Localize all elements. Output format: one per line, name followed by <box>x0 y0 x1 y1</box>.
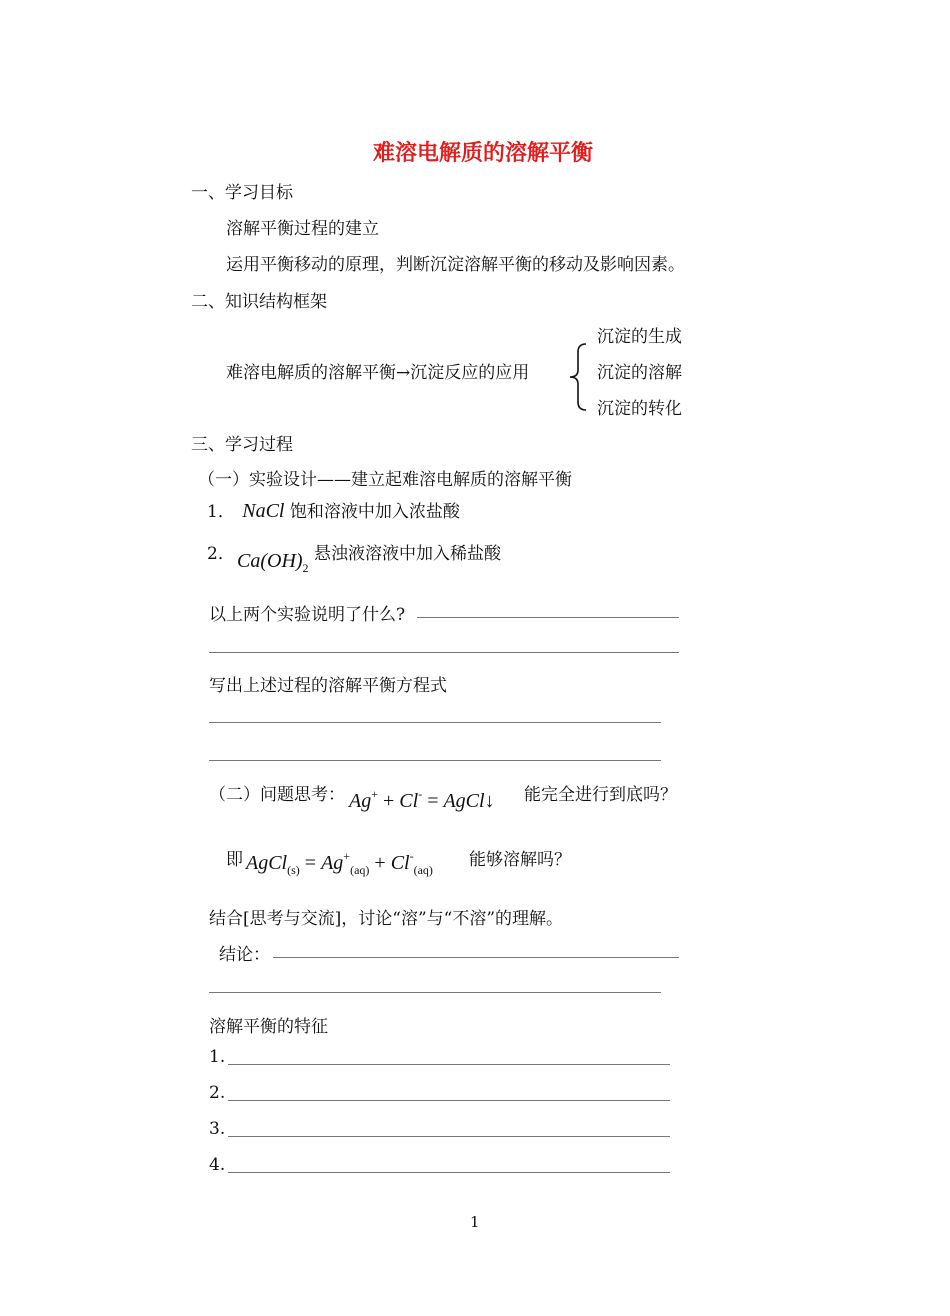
eq1-plus-charge: + <box>371 787 378 801</box>
eq2-minus-charge: - <box>409 849 414 863</box>
eq2-equals: = <box>299 852 322 874</box>
eq1-plus: + <box>378 790 400 812</box>
caoh2-main: Ca(OH) <box>237 550 303 572</box>
eq2-question: 能够溶解吗？ <box>469 850 571 870</box>
feature-number-1: 1. <box>209 1047 226 1067</box>
eq1-precipitate-arrow: ↓ <box>484 790 495 812</box>
conclusion-label: 结论： <box>219 945 270 965</box>
feature-number-3: 3. <box>209 1119 226 1139</box>
feature-number-4: 4. <box>209 1155 226 1175</box>
brace-icon <box>566 342 590 412</box>
page-number: 1 <box>470 1213 480 1231</box>
eq1-formula <box>349 787 495 812</box>
eq1-equals: = <box>422 790 444 812</box>
answer-line[interactable] <box>209 992 661 993</box>
eq1-agcl: AgCl <box>443 790 485 812</box>
caoh2-subscript: 2 <box>302 561 309 575</box>
eq2-ag: Ag <box>321 852 344 874</box>
discussion-prompt: 结合[思考与交流]，讨论“溶”与“不溶”的理解。 <box>209 909 564 929</box>
eq2-cl: Cl <box>390 852 410 874</box>
features-heading: 溶解平衡的特征 <box>209 1017 328 1037</box>
part2-heading: （二）问题思考： <box>209 785 345 805</box>
equation-1 <box>349 787 495 813</box>
equation-2 <box>246 849 433 877</box>
nacl-formula: NaCl <box>242 500 285 522</box>
eq2-prefix: 即 <box>226 850 243 870</box>
framework-flow: 难溶电解质的溶解平衡→沉淀反应的应用 <box>226 363 530 383</box>
experiment-2 <box>237 539 501 575</box>
part1-heading: （一）实验设计——建立起难溶电解质的溶解平衡 <box>198 470 572 490</box>
answer-line[interactable] <box>209 652 679 653</box>
experiment-1 <box>207 497 460 523</box>
experiment-1-text: 饱和溶液中加入浓盐酸 <box>289 502 460 522</box>
answer-line[interactable] <box>228 1064 670 1065</box>
eq2-plus-charge: + <box>343 849 351 863</box>
answer-line[interactable] <box>273 957 679 958</box>
eq2-aq-state-2: (aq) <box>413 863 433 877</box>
experiment-1-number: 1． <box>207 502 235 522</box>
answer-line[interactable] <box>209 760 661 761</box>
eq1-minus-charge: - <box>418 787 423 801</box>
eq1-question: 能完全进行到底吗？ <box>524 785 677 805</box>
eq2-plus: + <box>369 852 391 874</box>
experiment-2-number: 2． <box>207 544 235 564</box>
answer-line[interactable] <box>228 1100 670 1101</box>
eq2-aq-state-1: (aq) <box>350 863 370 877</box>
section-heading-3: 三、学习过程 <box>191 435 293 455</box>
answer-line[interactable] <box>209 722 661 723</box>
framework-branch-2: 沉淀的溶解 <box>597 363 682 383</box>
caoh2-formula <box>237 550 309 575</box>
eq2-solid-state: (s) <box>287 863 300 877</box>
eq1-cl: Cl <box>399 790 419 812</box>
section-heading-2: 二、知识结构框架 <box>191 292 327 312</box>
goal-item-1: 溶解平衡过程的建立 <box>226 219 379 239</box>
experiment-2-text: 悬浊液溶液中加入稀盐酸 <box>313 544 501 564</box>
framework-branch-3: 沉淀的转化 <box>597 399 682 419</box>
eq2-agcl: AgCl <box>246 852 288 874</box>
write-equation-prompt: 写出上述过程的溶解平衡方程式 <box>209 676 447 696</box>
answer-line[interactable] <box>228 1172 670 1173</box>
framework-branch-1: 沉淀的生成 <box>597 327 682 347</box>
page-title: 难溶电解质的溶解平衡 <box>373 140 594 166</box>
eq1-ag: Ag <box>349 790 372 812</box>
answer-line[interactable] <box>417 617 679 618</box>
eq2-formula <box>246 849 433 877</box>
feature-number-2: 2. <box>209 1083 226 1103</box>
goal-item-2: 运用平衡移动的原理，判断沉淀溶解平衡的移动及影响因素。 <box>226 255 685 275</box>
question-text: 以上两个实验说明了什么? <box>209 605 406 625</box>
answer-line[interactable] <box>228 1136 670 1137</box>
section-heading-1: 一、学习目标 <box>191 183 293 203</box>
